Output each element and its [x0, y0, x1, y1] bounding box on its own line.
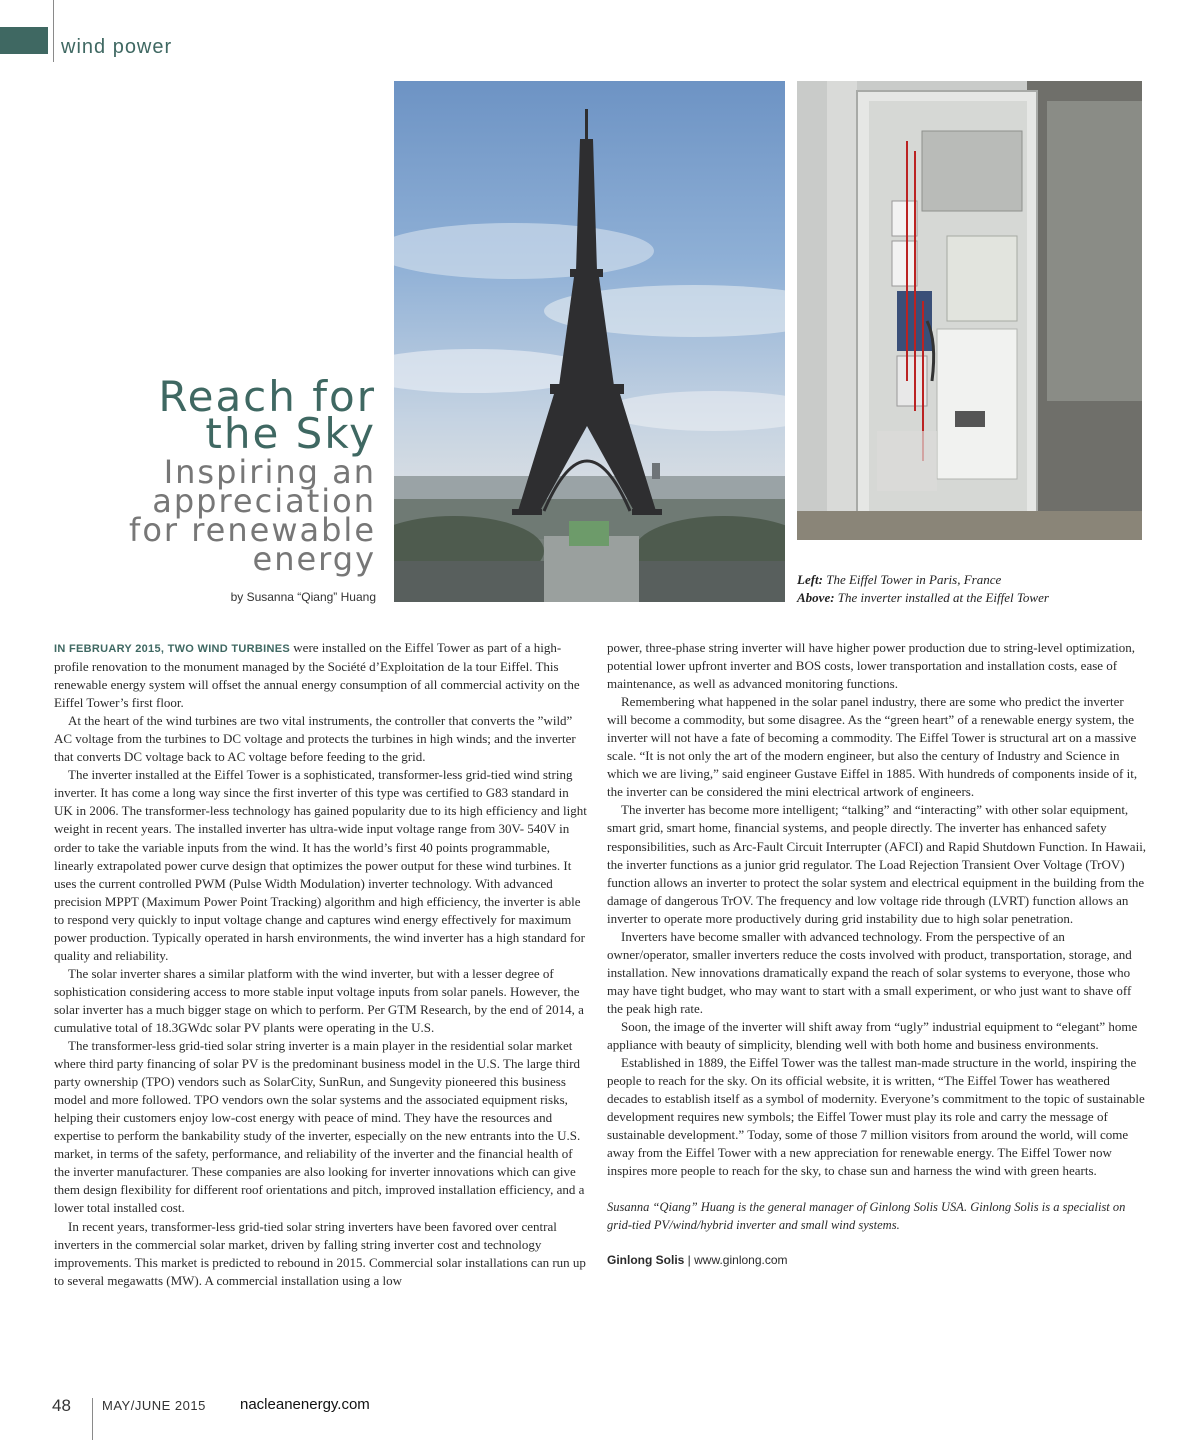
byline: by Susanna “Qiang” Huang — [230, 590, 376, 604]
subtitle-line-1: Inspiring an — [163, 453, 376, 491]
company-credit — [607, 1251, 1147, 1269]
issue-date: MAY/JUNE 2015 — [102, 1398, 206, 1413]
title-line-2: the Sky — [205, 409, 376, 458]
caption-above — [797, 589, 1157, 607]
article-subtitle — [40, 453, 376, 578]
caption-above-label: Above: — [797, 590, 835, 605]
credit-company: Ginlong Solis — [607, 1252, 685, 1267]
paragraph-11: Established in 1889, the Eiffel Tower was the tallest man-made structure in the world, inspiring the people to reach for the sky. On its official website, it is written, “The Eiffel Tower has weathered decades to establish itself as a symbol of modernity. Everyone’s commitment to the topic of sustainable development requires new symbols; the Eiffel Tower must play its role and carry the message of sustainable development.” Today, some of those 7 million visitors from around the world, will come away from the Eiffel Tower with a new appreciation for renewable energy. The Eiffel Tower now inspires more people to reach for the sky, to chase sun and harness the wind with green hearts. — [607, 1055, 1145, 1179]
paragraph-9: Inverters have become smaller with advanced technology. From the perspective of an owner/operator, smaller inverters reduce the costs involved with product, transportation, storage, and installation. New innovations dramatically expand the reach of solar systems to everyone, those who may have tight budget, who may want to start with a small experiment, or who just want to shave off the peak high rate. — [607, 928, 1132, 1016]
paragraph-6: In recent years, transformer-less grid-tied solar string inverters have been favored over central inverters in the commercial solar market, driven by falling string inverter cost and technology improvements. This market is predicted to rebound in 2015. Commercial solar installations can run up to several megawatts (MW). A commercial installation using a low — [54, 1218, 586, 1288]
title-line-1: Reach for — [158, 372, 376, 421]
paragraph-3: The inverter installed at the Eiffel Tower is a sophisticated, transformer-less grid-tied wind string inverter. It has come a long way since the first inverter of this type was certified to G83 standard in UK in 2006. The transformer-less technology has gained popularity due to its high efficiency and light weight in recent years. The installed inverter has ultra-wide input voltage range from 30V- 540V in order to take the variable inputs from the wind. It has the world’s first 40 points programmable, linearly extrapolated power curve design that optimizes the power output for these wind turbines. It uses the current controlled PWM (Pulse Width Modulation) inverter technology. With advanced precision MPPT (Maximum Power Point Tracking) algorithm and high efficiency, the inverter is able to respond very quickly to input voltage change and captures wind energy effectively for maximum power production. Typically operated in harsh environments, the wind inverter has a high standard for quality and reliability. — [54, 767, 587, 963]
body-column-right — [607, 639, 1147, 1269]
credit-separator: | — [684, 1252, 695, 1267]
paragraph-2: At the heart of the wind turbines are two vital instruments, the controller that converts the ”wild” AC voltage from the turbines to DC voltage and protects the turbines in high winds; and the inverter that converts DC voltage back to AC voltage before feeding to the grid. — [54, 713, 576, 765]
photo-captions — [797, 571, 1157, 607]
header-divider — [53, 0, 54, 62]
body-column-left — [54, 639, 590, 1290]
section-color-block — [0, 27, 48, 54]
caption-above-text: The inverter installed at the Eiffel Tower — [837, 590, 1049, 605]
inverter-photo — [797, 81, 1142, 540]
paragraph-4: The solar inverter shares a similar platform with the wind inverter, but with a lesser degree of sophistication considering access to more stable input voltage inputs from solar panels. However, the solar inverter has a much bigger stage on which to perform. Per GTM Research, by the end of 2014, a cumulative total of 18.3GWdc solar PV plants were operating in the U.S. — [54, 965, 584, 1035]
site-name[interactable]: nacleanenergy.com — [240, 1396, 370, 1413]
subtitle-line-2: appreciation — [152, 482, 376, 520]
title-block — [40, 372, 376, 578]
lead-in: IN FEBRUARY 2015, TWO WIND TURBINES — [54, 643, 291, 655]
credit-url[interactable]: www.ginlong.com — [694, 1252, 788, 1267]
paragraph-5: The transformer-less grid-tied solar string inverter is a main player in the residential solar market where third party financing of solar PV is the predominant business model in the U.S. The large third party ownership (TPO) vendors such as SolarCity, SunRun, and Sungevity pioneered this business model and more followed. TPO vendors own the solar systems and the associated equipment risks, helping their customers enjoy low-cost energy with peace of mind. They have the resources and expertise to perform the bankability study of the inverter, especially on the new entrants into the U.S. market, in terms of the safety, performance, and reliability of the inverter and the financial health of the inverter manufacturer. These companies are also looking for inverter innovations which can give them design flexibility for different roof orientations and pitch, improved installation efficiency, and a lower total installed cost. — [54, 1038, 585, 1216]
author-bio: Susanna “Qiang” Huang is the general manager of Ginlong Solis USA. Ginlong Solis is a specialist on grid-tied PV/wind/hybrid inverter and small wind systems. — [607, 1200, 1126, 1233]
inverter-cabinet-illustration — [797, 81, 1142, 540]
paragraph-6-continued: power, three-phase string inverter will have higher power production due to string-level optimization, potential lower upfront inverter and BOS costs, lower transportation and installation costs, ease of maintenance, as well as advanced monitoring functions. — [607, 640, 1135, 692]
eiffel-tower-illustration — [394, 81, 785, 602]
paragraph-1-text: were installed on the Eiffel Tower as part of a high-profile renovation to the monument managed by the Société d’Exploitation de la tour Eiffel. This renewable energy system will offset the annual energy consumption of all commercial activity on the Eiffel Tower’s first floor. — [54, 640, 580, 711]
subtitle-line-4: energy — [252, 540, 376, 578]
caption-left-text: The Eiffel Tower in Paris, France — [826, 572, 1002, 587]
subtitle-line-3: for renewable — [129, 511, 376, 549]
paragraph-8: The inverter has become more intelligent; “talking” and “interacting” with other solar equipment, smart grid, smart home, financial systems, and people directly. The inverter has enhanced safety responsibilities, such as Arc-Fault Circuit Interrupter (AFCI) and Rapid Shutdown Function. In Hawaii, the inverter functions as a junior grid regulator. The Load Rejection Transient Over Voltage (TrOV) function allows an inverter to protect the solar system and electrical equipment in the building from the damage of dangerous TrOV. The frequency and low voltage ride through (LVRT) function allows an inverter to operate more productively during grid instability due to high solar penetration. — [607, 802, 1147, 926]
paragraph-1 — [54, 639, 590, 712]
article-title — [40, 372, 376, 458]
paragraph-10: Soon, the image of the inverter will shift away from “ugly” industrial equipment to “elegant” home appliance with beauty of simplicity, blending well with both home and business environments. — [607, 1018, 1138, 1053]
section-label: wind power — [61, 36, 173, 58]
page-number: 48 — [52, 1396, 71, 1415]
paragraph-7: Remembering what happened in the solar panel industry, there are some who predict the inverter will become a commodity, but some disagree. As the “green heart” of a renewable energy system, the inverter will not have a fate of becoming a commodity. The Eiffel Tower is structural art on a massive scale. “It is not only the art of the modern engineer, but also the century of Industry and Science in which we are living,” said engineer Gustave Eiffel in 1885. With hundreds of components inside of it, the inverter can be considered the mini electrical artwork of engineers. — [607, 694, 1138, 800]
footer-divider — [92, 1398, 93, 1440]
caption-left — [797, 571, 1157, 589]
eiffel-tower-photo — [394, 81, 785, 602]
caption-left-label: Left: — [797, 572, 823, 587]
